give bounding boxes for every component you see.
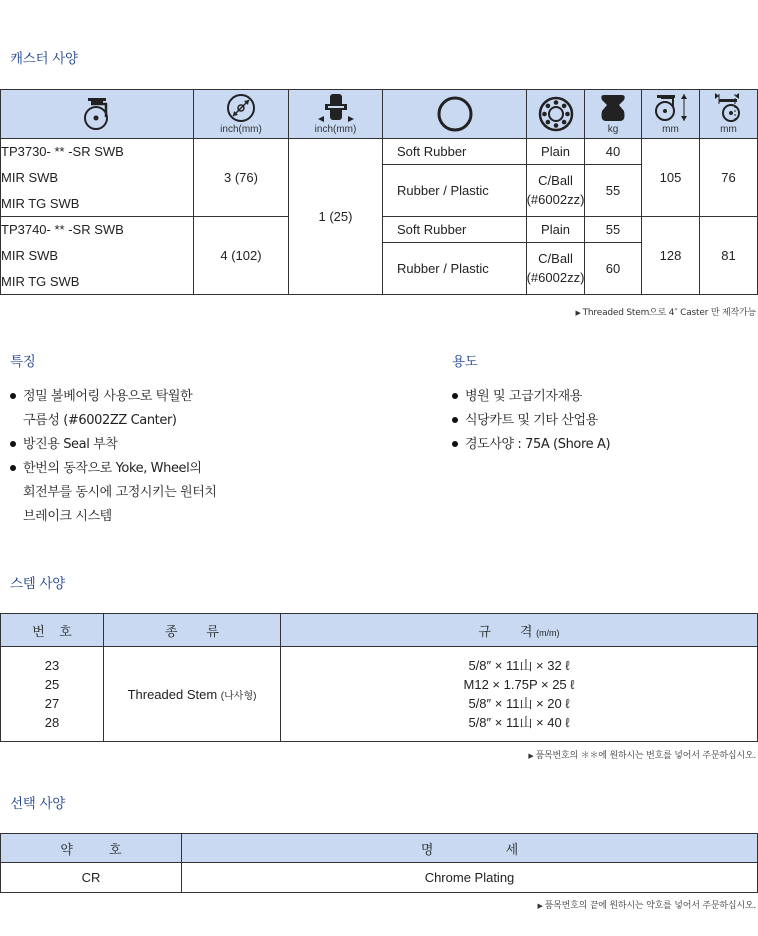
offset-value: 81 — [700, 217, 758, 295]
wheel-width-icon — [318, 93, 354, 123]
caster-spec-table — [0, 89, 758, 295]
width-unit: inch(mm) — [314, 124, 357, 135]
height-value: 105 — [642, 139, 700, 217]
list-item: 한번의 동작으로 Yoke, Wheel의 — [10, 457, 217, 481]
material-value: Rubber / Plastic — [383, 165, 527, 217]
swivel-offset-icon — [711, 92, 747, 124]
model-variant: MIR TG SWB — [1, 191, 194, 217]
load-value: 55 — [585, 165, 642, 217]
option-abbr: CR — [1, 863, 182, 893]
bearing-value: Plain — [527, 217, 585, 243]
list-item: 방진용 Seal 부착 — [10, 433, 217, 457]
width-value: 1 (25) — [289, 139, 383, 295]
weight-icon — [600, 93, 626, 123]
stem-spec: M12 × 1.75P × 25 ℓ — [463, 676, 575, 692]
stem-type-cell — [104, 647, 281, 742]
height-unit: mm — [662, 124, 679, 135]
options-header-desc: 명 세 — [182, 834, 758, 863]
stem-spec: 5/8″ × 11山 × 20 ℓ — [468, 695, 570, 711]
tread-ring-icon — [436, 95, 474, 133]
stem-note: ▶ 품목번호의 ＊＊에 원하시는 번호를 넣어서 주문하십시오. — [528, 748, 756, 761]
list-item-continuation: 구름성 (#6002ZZ Canter) — [23, 413, 177, 428]
list-item: 정밀 볼베어링 사용으로 탁월한 — [10, 385, 217, 409]
model-code: TP3740- ** -SR SWB — [1, 217, 194, 243]
options-section-title: 선택 사양 — [10, 796, 65, 812]
model-code: TP3730- ** -SR SWB — [1, 139, 194, 165]
stem-spec: 5/8″ × 11山 × 40 ℓ — [468, 714, 570, 730]
header-caster-icon-cell — [1, 90, 194, 139]
bearing-spec: (#6002zz) — [526, 270, 585, 285]
offset-unit: mm — [720, 124, 737, 135]
header-bearing-cell — [527, 90, 585, 139]
options-note: ▶ 품목번호의 끝에 원하시는 약호를 넣어서 주문하십시오. — [537, 898, 756, 911]
stem-numbers-cell — [1, 647, 104, 742]
list-item-continuation: 브레이크 시스템 — [23, 509, 112, 524]
stem-section-title: 스템 사양 — [10, 576, 65, 592]
bearing-value: C/Ball — [538, 173, 573, 188]
swivel-caster-icon — [82, 97, 112, 131]
stem-number: 28 — [44, 714, 60, 730]
features-title: 특징 — [10, 354, 36, 370]
stem-number: 23 — [44, 657, 60, 673]
stem-header-no: 번 호 — [1, 614, 104, 647]
model-variant: MIR SWB — [1, 243, 194, 269]
header-height-cell — [642, 90, 700, 139]
ball-bearing-icon — [538, 96, 574, 132]
bearing-value: C/Ball — [538, 251, 573, 266]
stem-specs-cell — [281, 647, 758, 742]
header-tread-cell — [383, 90, 527, 139]
options-table — [0, 833, 758, 893]
model-variant: MIR SWB — [1, 165, 194, 191]
height-value: 128 — [642, 217, 700, 295]
stem-header-spec: 규 격 (m/m) — [281, 614, 758, 647]
option-desc: Chrome Plating — [182, 863, 758, 893]
header-offset-cell — [700, 90, 758, 139]
material-value: Rubber / Plastic — [383, 243, 527, 295]
bearing-cell — [527, 243, 585, 295]
model-variant: MIR TG SWB — [1, 269, 194, 295]
stem-spec-table — [0, 613, 758, 742]
features-list — [10, 385, 217, 529]
list-item-continuation: 회전부를 동시에 고정시키는 원터치 — [23, 485, 217, 500]
load-value: 55 — [585, 217, 642, 243]
stem-header-type: 종 류 — [104, 614, 281, 647]
list-item: 병원 및 고급기자재용 — [452, 385, 610, 409]
caster-note: ▶ Threaded Stem으로 4″ Caster 만 제작가능 — [575, 305, 756, 318]
usage-title: 용도 — [452, 354, 478, 370]
header-width-cell — [289, 90, 383, 139]
header-diameter-cell — [194, 90, 289, 139]
usage-list — [452, 385, 610, 457]
wheel-diameter-icon — [226, 93, 256, 123]
stem-type: Threaded Stem — [127, 686, 218, 702]
diameter-unit: inch(mm) — [220, 124, 262, 135]
diameter-value: 4 (102) — [194, 217, 289, 295]
bearing-spec: (#6002zz) — [526, 192, 585, 207]
material-value: Soft Rubber — [383, 217, 527, 243]
stem-type-sub: (나사형) — [220, 690, 257, 702]
load-value: 60 — [585, 243, 642, 295]
material-value: Soft Rubber — [383, 139, 527, 165]
stem-number: 27 — [44, 695, 60, 711]
diameter-value: 3 (76) — [194, 139, 289, 217]
options-header-abbr: 약 호 — [1, 834, 182, 863]
stem-number: 25 — [44, 676, 60, 692]
load-unit: kg — [607, 124, 619, 135]
header-load-cell — [585, 90, 642, 139]
offset-value: 76 — [700, 139, 758, 217]
list-item: 식당카트 및 기타 산업용 — [452, 409, 610, 433]
overall-height-icon — [653, 92, 689, 124]
bearing-cell — [527, 165, 585, 217]
stem-spec-unit: (m/m) — [536, 627, 560, 638]
stem-spec: 5/8″ × 11山 × 32 ℓ — [468, 657, 570, 673]
caster-section-title: 캐스터 사양 — [10, 51, 78, 67]
list-item: 경도사양 : 75A (Shore A) — [452, 433, 610, 457]
bearing-value: Plain — [527, 139, 585, 165]
load-value: 40 — [585, 139, 642, 165]
